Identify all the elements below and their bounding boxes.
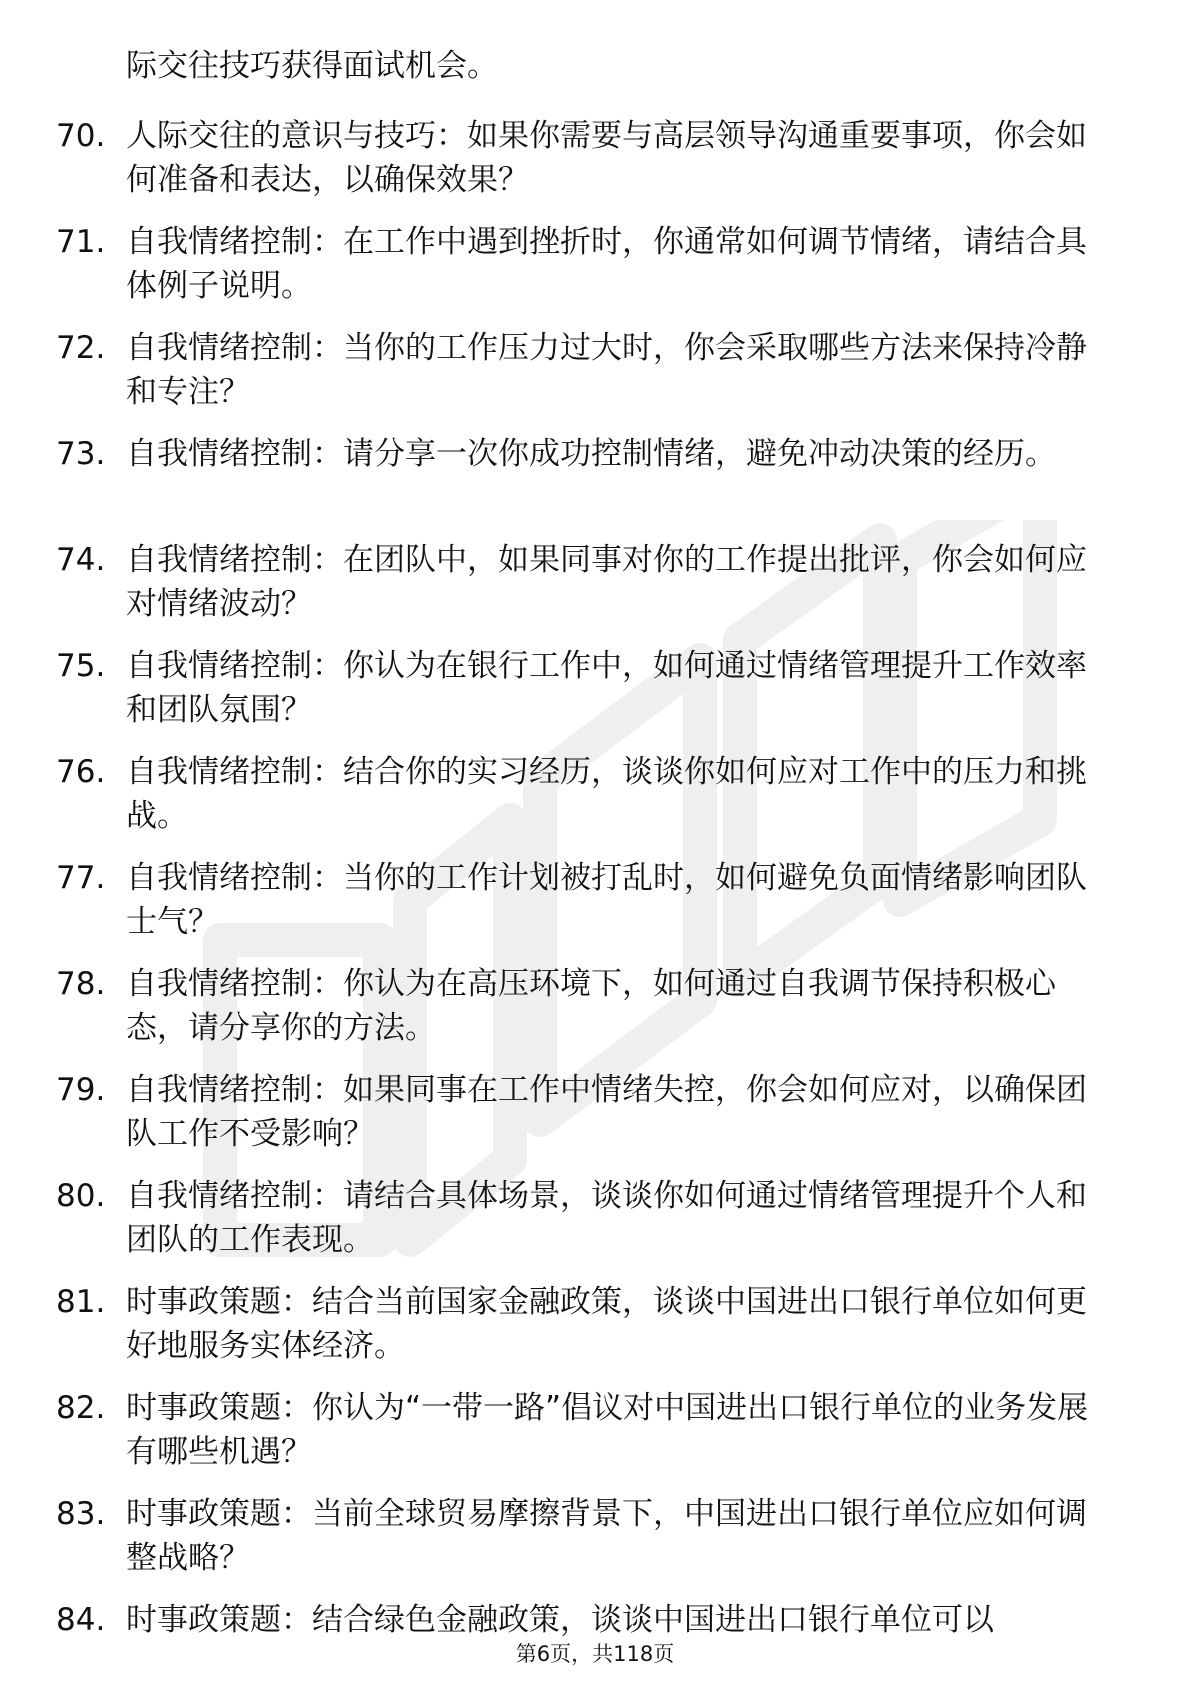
question-number: 75. xyxy=(56,648,106,684)
question-number: 78. xyxy=(56,966,106,1002)
question-text: 自我情绪控制：你认为在银行工作中，如何通过情绪管理提升工作效率和团队氛围？ xyxy=(126,648,1087,728)
question-text: 人际交往的意识与技巧：如果你需要与高层领导沟通重要事项，你会如何准备和表达，以确保效果？ xyxy=(126,118,1087,198)
question-text: 时事政策题：结合绿色金融政策，谈谈中国进出口银行单位可以 xyxy=(126,1602,994,1638)
list-item xyxy=(0,220,1190,316)
list-item xyxy=(0,1492,1190,1588)
question-number: 79. xyxy=(56,1072,106,1108)
question-number: 80. xyxy=(56,1178,106,1214)
question-text: 自我情绪控制：当你的工作计划被打乱时，如何避免负面情绪影响团队士气？ xyxy=(126,860,1087,940)
question-number: 83. xyxy=(56,1496,106,1532)
list-item xyxy=(0,856,1190,952)
list-item xyxy=(0,114,1190,210)
question-text: 时事政策题：当前全球贸易摩擦背景下，中国进出口银行单位应如何调整战略？ xyxy=(126,1496,1087,1576)
question-number: 72. xyxy=(56,330,106,366)
question-text: 自我情绪控制：如果同事在工作中情绪失控，你会如何应对，以确保团队工作不受影响？ xyxy=(126,1072,1087,1152)
question-number: 82. xyxy=(56,1390,106,1426)
question-text: 时事政策题：结合当前国家金融政策，谈谈中国进出口银行单位如何更好地服务实体经济。 xyxy=(126,1284,1087,1364)
question-number: 70. xyxy=(56,118,106,154)
list-item xyxy=(0,1174,1190,1270)
question-number: 74. xyxy=(56,542,106,578)
question-number: 81. xyxy=(56,1284,106,1320)
page-footer: 第6页，共118页 xyxy=(515,1642,675,1666)
question-list xyxy=(0,114,1190,1704)
question-number: 73. xyxy=(56,436,106,472)
question-text: 自我情绪控制：你认为在高压环境下，如何通过自我调节保持积极心态，请分享你的方法。 xyxy=(126,966,1056,1046)
list-item xyxy=(0,962,1190,1058)
list-item xyxy=(0,326,1190,422)
question-number: 76. xyxy=(56,754,106,790)
question-text: 自我情绪控制：结合你的实习经历，谈谈你如何应对工作中的压力和挑战。 xyxy=(126,754,1087,834)
question-text: 自我情绪控制：在工作中遇到挫折时，你通常如何调节情绪，请结合具体例子说明。 xyxy=(126,224,1087,304)
question-text: 时事政策题：你认为“一带一路”倡议对中国进出口银行单位的业务发展有哪些机遇？ xyxy=(126,1390,1089,1470)
list-item xyxy=(0,1280,1190,1376)
list-item xyxy=(0,644,1190,740)
list-item xyxy=(0,538,1190,634)
question-number: 84. xyxy=(56,1602,106,1638)
continued-question-text: 际交往技巧获得面试机会。 xyxy=(126,48,498,84)
question-text: 自我情绪控制：请结合具体场景，谈谈你如何通过情绪管理提升个人和团队的工作表现。 xyxy=(126,1178,1087,1258)
list-item xyxy=(0,1068,1190,1164)
question-text: 自我情绪控制：在团队中，如果同事对你的工作提出批评，你会如何应对情绪波动？ xyxy=(126,542,1087,622)
list-item xyxy=(0,432,1190,528)
question-text: 自我情绪控制：请分享一次你成功控制情绪，避免冲动决策的经历。 xyxy=(126,436,1056,472)
list-item xyxy=(0,750,1190,846)
question-number: 77. xyxy=(56,860,106,896)
list-item xyxy=(0,1386,1190,1482)
question-text: 自我情绪控制：当你的工作压力过大时，你会采取哪些方法来保持冷静和专注？ xyxy=(126,330,1087,410)
question-number: 71. xyxy=(56,224,106,260)
